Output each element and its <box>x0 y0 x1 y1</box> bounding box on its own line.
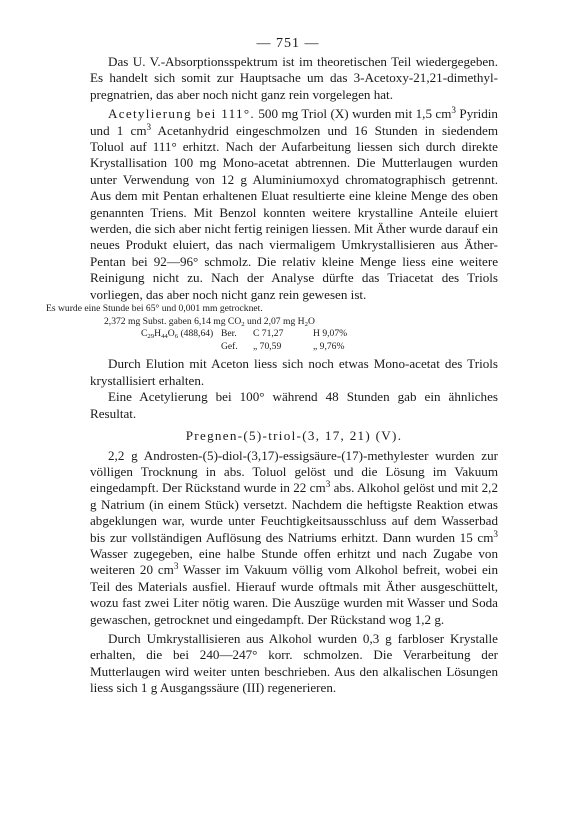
calculated-row <box>141 328 498 341</box>
found-hydrogen: „ 9,76% <box>313 340 345 352</box>
paragraph-umkrystallisieren: Durch Umkrystallisieren aus Alkohol wurden 0,3 g farbloser Krystalle erhalten, die bei 240—247° korr. schmolzen. Die Verarbeitung der Mutterlaugen wird weiter unten beschrieben. Aus den alkalischen Lösungen liess sich 1 g Ausgangssäure (III) regenerieren. <box>90 630 498 696</box>
paragraph-acetylierung-100: Eine Acetylierung bei 100° während 48 Stunden gab ein ähnliches Resultat. <box>90 389 498 421</box>
found-label: Gef. <box>221 340 238 352</box>
found-row <box>141 341 498 354</box>
page-number: — 751 — <box>256 36 320 51</box>
section-heading: Pregnen-(5)-triol-(3, 17, 21) (V). <box>185 428 403 444</box>
paragraph-elution: Durch Elution mit Aceton liess sich noch etwas Mono-acetat des Triols krystallisiert erhalten. <box>90 356 498 388</box>
calculated-label: Ber. <box>221 328 237 340</box>
paragraph-uv-spectrum: Das U. V.-Absorptionsspektrum ist im theoretischen Teil wiedergegeben. Es handelt sich somit zur Hauptsache um das 3-Acetoxy-21,21-dimethyl-pregnatrien, das aber noch nicht ganz rein vorgelegen hat. <box>90 54 498 102</box>
paragraph-androsten: 2,2 g Androsten-(5)-diol-(3,17)-essigsäure-(17)-methylester wurden zur völligen Trocknung in abs. Toluol gelöst und die Lösung im Vakuum eingedampft. Der Rückstand wurde in 22 $cm^3$ abs. Alkohol gelöst und mit 2,2 g Natrium (in einem Stück) versetzt. Nachdem die heftigste Reaktion etwas abgeklungen war, wurde unter Feuchtigkeitsausschluss auf dem Wasserbad bis zur vollständigen Auflösung des Natriums erhitzt. Dann wurden 15 $cm^3$ Wasser zugegeben, eine halbe Stunde offen erhitzt und nach Zugabe von weiteren 20 $cm^3$ Wasser im Vakuum völlig vom Alkohol befreit, wobei ein Teil des Materials ausfiel. Hierauf wurde oftmals mit Äther ausgeschüttelt, wozu fast zwei Liter nötig waren. Die Auszüge wurden mit Wasser und Soda gewaschen, getrocknet und eingedampft. Der Rückstand wog 1,2 g. <box>90 447 498 627</box>
page-body <box>46 54 499 697</box>
found-carbon: „ 70,59 <box>253 340 282 352</box>
calculated-carbon: C 71,27 <box>253 328 284 340</box>
combustion-result: 2,372 mg Subst. gaben 6,14 mg $CO_2$ und 2,07 mg $H_2O$ <box>104 315 315 328</box>
calculated-hydrogen: H 9,07% <box>313 328 348 340</box>
paragraph-acetylierung: Acetylierung bei 111°. 500 mg Triol (X) wurden mit 1,5 $cm^3$ Pyridin und 1 $cm^3$ Acetanhydrid eingeschmolzen und 16 Stunden in siedendem Toluol auf 111° erhitzt. Nach der Aufarbeitung liessen sich durch direkte Krystallisation 100 mg Mono-acetat abtrennen. Die Mutterlaugen wurden unter Verwendung von 12 g Aluminiumoxyd chromatographisch getrennt. Aus dem mit Pentan erhaltenen Eluat resultierte eine kleine Menge des oben genannten Triens. Mit Benzol konnten weitere krystalline Anteile eluiert werden, die sich aber nicht fertig reinigen liessen. Mit Äther wurde darauf ein neues Produkt eluiert, das nach viermaligem Umkrystallisieren aus Äther-Pentan bei 92—96° schmolz. Die relativ kleine Menge liess eine weitere Reinigung nicht zu. Nach der Analyse dürfte das Triacetat des Triols vorliegen, das aber noch nicht ganz rein gewesen ist. <box>90 105 499 302</box>
molecular-formula: $C_{29}H_{44}O_6$ (488,64) <box>141 328 214 341</box>
analysis-block <box>46 303 498 353</box>
run-in-heading: Acetylierung bei 111°. <box>108 106 255 122</box>
drying-note: Es wurde eine Stunde bei 65° und 0,001 mm getrocknet. <box>46 303 263 315</box>
